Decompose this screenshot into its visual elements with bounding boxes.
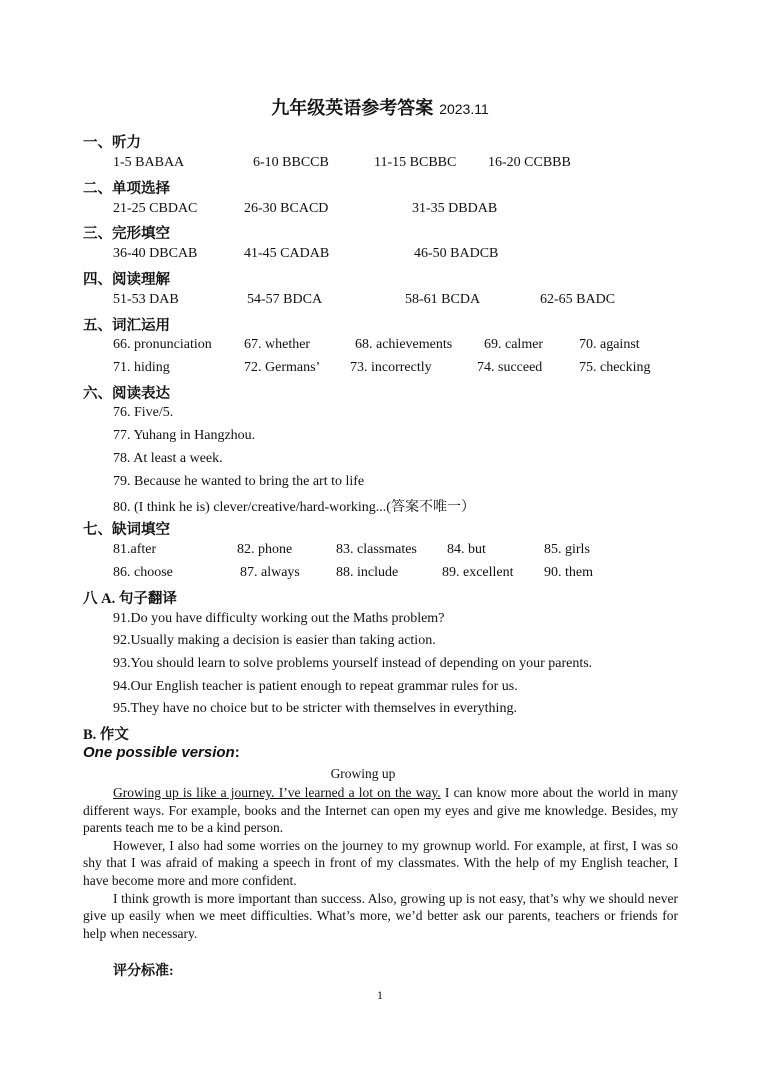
answer-cell: 66. pronunciation (113, 337, 212, 352)
answer-cell: 16-20 CCBBB (488, 155, 571, 170)
possible-version-text: One possible version (83, 744, 235, 761)
answer-cell: 31-35 DBDAB (412, 201, 498, 216)
answer-cell: 36-40 DBCAB (113, 246, 198, 261)
answer-cell: 6-10 BBCCB (253, 155, 329, 170)
scoring-criteria-label: 评分标准: (113, 964, 174, 979)
answer-line: 94.Our English teacher is patient enough to repeat grammar rules for us. (113, 679, 518, 694)
answer-line: 80. (I think he is) clever/creative/hard-working...(答案不唯一） (113, 500, 475, 515)
section-vocabulary-heading: 五、词汇运用 (83, 318, 170, 334)
answer-cell: 46-50 BADCB (414, 246, 499, 261)
section-reading-expression-heading: 六、阅读表达 (83, 386, 170, 402)
answer-line: 79. Because he wanted to bring the art to life (113, 474, 365, 489)
answer-cell: 86. choose (113, 565, 173, 580)
title-text: 九年级英语参考答案 (271, 98, 434, 118)
essay-underlined-sentence: Growing up is like a journey. I’ve learned a lot on the way. (113, 785, 441, 800)
answer-cell: 21-25 CBDAC (113, 201, 198, 216)
essay-paragraph (83, 784, 678, 837)
essay-paragraph-text: I can know more about the world in many different ways. For example, books and the Internet can open my eyes and give me knowledge. Besides, my parents teach me to be a kind person. (83, 785, 678, 836)
answer-cell: 71. hiding (113, 360, 170, 375)
answer-cell: 58-61 BCDA (405, 292, 481, 307)
answer-cell: 90. them (544, 565, 593, 580)
answer-cell: 26-30 BCACD (244, 201, 329, 216)
answer-cell: 54-57 BDCA (247, 292, 323, 307)
answer-cell: 87. always (240, 565, 300, 580)
answer-cell: 84. but (447, 542, 486, 557)
answer-cell: 82. phone (237, 542, 293, 557)
section-listening-heading: 一、听力 (83, 135, 141, 151)
answer-line: 76. Five/5. (113, 405, 174, 420)
section-fill-in-heading: 七、缺词填空 (83, 522, 170, 538)
answer-line: 91.Do you have difficulty working out the Maths problem? (113, 611, 445, 626)
section-cloze-heading: 三、完形填空 (83, 226, 170, 242)
answer-cell: 41-45 CADAB (244, 246, 330, 261)
answer-line: 93.You should learn to solve problems yourself instead of depending on your parents. (113, 656, 593, 671)
answer-cell: 85. girls (544, 542, 590, 557)
essay-title: Growing up (330, 766, 396, 781)
answer-cell: 83. classmates (336, 542, 417, 557)
answer-cell: 73. incorrectly (350, 360, 432, 375)
answer-line: 77. Yuhang in Hangzhou. (113, 428, 256, 443)
answer-cell: 70. against (579, 337, 640, 352)
section-reading-heading: 四、阅读理解 (83, 272, 170, 288)
section-writing-heading: B. 作文 (83, 727, 129, 743)
answer-cell: 51-53 DAB (113, 292, 179, 307)
answer-cell: 88. include (336, 565, 399, 580)
answer-cell: 81.after (113, 542, 157, 557)
section-translation-heading: 八 A. 句子翻译 (83, 591, 177, 607)
answer-cell: 89. excellent (442, 565, 514, 580)
answer-cell: 67. whether (244, 337, 311, 352)
answer-cell: 11-15 BCBBC (374, 155, 457, 170)
essay-body (83, 784, 678, 942)
title-date: 2023.11 (439, 101, 489, 117)
essay-paragraph: I think growth is more important than success. Also, growing up is not easy, that’s why we should never give up easily when we meet difficulties. What’s more, we’d better ask our parents, teachers or friends for help when necessary. (83, 890, 678, 941)
answer-cell: 72. Germans’ (244, 360, 321, 375)
page-title (0, 94, 760, 120)
answer-cell: 74. succeed (477, 360, 543, 375)
answer-cell: 75. checking (579, 360, 651, 375)
page-number: 1 (377, 988, 383, 1002)
answer-line: 95.They have no choice but to be stricter with themselves in everything. (113, 701, 517, 716)
answer-cell: 68. achievements (355, 337, 453, 352)
possible-version-colon: : (234, 744, 240, 761)
answer-line: 78. At least a week. (113, 451, 223, 466)
section-single-choice-heading: 二、单项选择 (83, 181, 170, 197)
answer-line: 92.Usually making a decision is easier than taking action. (113, 633, 436, 648)
answer-cell: 1-5 BABAA (113, 155, 185, 170)
essay-paragraph: However, I also had some worries on the journey to my grownup world. For example, at first, I was so shy that I was afraid of making a speech in front of my classmates. With the help of my English teacher, I have become more and more confident. (83, 837, 678, 888)
possible-version-label (83, 744, 240, 761)
answer-cell: 62-65 BADC (540, 292, 616, 307)
answer-cell: 69. calmer (484, 337, 544, 352)
